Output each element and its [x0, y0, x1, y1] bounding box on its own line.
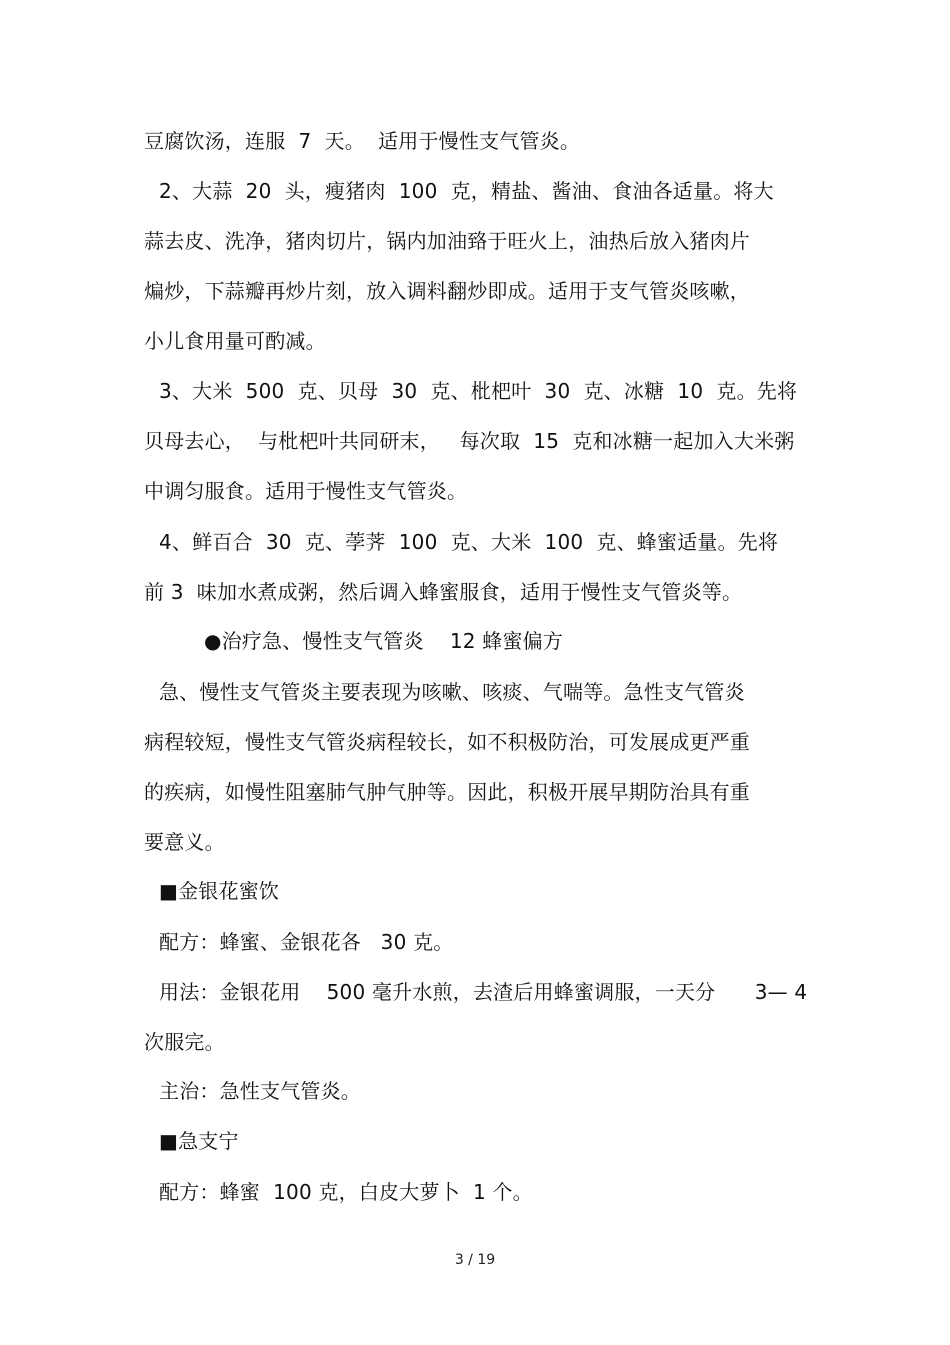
text-line: 配方：蜂蜜、金银花各 30 克。 — [159, 930, 454, 954]
section-heading: ●治疗急、慢性支气管炎 12 蜂蜜偏方 — [204, 629, 564, 653]
page-number: 3 / 19 — [454, 1252, 496, 1268]
text-line: 蒜去皮、洗净，猪肉切片，锅内加油臵于旺火上，油热后放入猪肉片 — [144, 229, 750, 253]
text-line: 配方：蜂蜜 100 克，白皮大萝卜 1 个。 — [159, 1180, 533, 1204]
recipe-heading: ■金银花蜜饮 — [159, 879, 280, 903]
text-line: 4、鲜百合 30 克、荸荠 100 克、大米 100 克、蜂蜜适量。先将 — [159, 530, 779, 554]
text-line: 病程较短，慢性支气管炎病程较长，如不积极防治，可发展成更严重 — [144, 730, 750, 754]
text-line: 煸炒，下蒜瓣再炒片刻，放入调料翻炒即成。适用于支气管炎咳嗽， — [144, 279, 750, 303]
text-line: 次服完。 — [144, 1030, 225, 1054]
text-line: 要意义。 — [144, 830, 225, 854]
text-line: 小儿食用量可酌减。 — [144, 329, 326, 353]
text-line: 用法：金银花用 500 毫升水煎，去渣后用蜂蜜调服，一天分 3— 4 — [159, 980, 808, 1004]
text-line: 贝母去心， 与枇杷叶共同研末， 每次取 15 克和冰糖一起加入大米粥 — [144, 429, 795, 453]
text-line: 前 3 味加水煮成粥，然后调入蜂蜜服食，适用于慢性支气管炎等。 — [144, 580, 743, 604]
text-line: 急、慢性支气管炎主要表现为咳嗽、咳痰、气喘等。急性支气管炎 — [159, 680, 745, 704]
text-line: 的疾病，如慢性阻塞肺气肿气肿等。因此，积极开展早期防治具有重 — [144, 780, 750, 804]
text-line: 主治：急性支气管炎。 — [159, 1079, 361, 1103]
text-line: 2、大蒜 20 头，瘦猪肉 100 克，精盐、酱油、食油各适量。将大 — [159, 179, 774, 203]
text-line: 中调匀服食。适用于慢性支气管炎。 — [144, 479, 468, 503]
recipe-heading: ■急支宁 — [159, 1129, 239, 1153]
text-line: 豆腐饮汤，连服 7 天。 适用于慢性支气管炎。 — [144, 129, 581, 153]
text-line: 3、大米 500 克、贝母 30 克、枇杷叶 30 克、冰糖 10 克。先将 — [159, 379, 798, 403]
